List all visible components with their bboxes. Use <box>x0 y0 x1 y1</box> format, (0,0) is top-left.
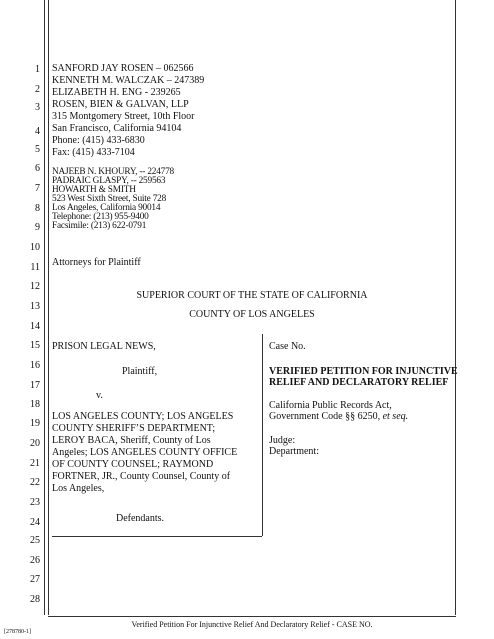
line-number: 1 <box>35 64 40 75</box>
defendant-line: Los Angeles, <box>52 483 105 494</box>
attorney-line: ELIZABETH H. ENG - 239265 <box>52 87 181 98</box>
line-number: 26 <box>30 555 40 566</box>
attorneys-for: Attorneys for Plaintiff <box>52 257 141 268</box>
attorney-line: San Francisco, California 94104 <box>52 123 182 134</box>
line-number: 28 <box>30 594 40 605</box>
line-number: 11 <box>30 262 40 273</box>
attorney-line: Los Angeles, California 90014 <box>52 203 161 213</box>
line-number: 16 <box>30 360 40 371</box>
line-number: 3 <box>35 102 40 113</box>
line-number: 23 <box>30 497 40 508</box>
footer-text: Verified Petition For Injunctive Relief And Declaratory Relief - CASE NO. <box>131 620 373 629</box>
defendant-line: COUNTY SHERIFF’S DEPARTMENT; <box>52 423 216 434</box>
court-name: SUPERIOR COURT OF THE STATE OF CALIFORNIA <box>136 290 368 301</box>
line-number: 24 <box>30 517 40 528</box>
versus: v. <box>96 390 103 401</box>
attorney-line: 315 Montgomery Street, 10th Floor <box>52 111 195 122</box>
line-number: 21 <box>30 458 40 469</box>
plaintiff-label: Plaintiff, <box>122 366 158 377</box>
line-number: 2 <box>35 84 40 95</box>
attorney-line: Telephone: (213) 955-9400 <box>52 212 149 222</box>
line-number: 19 <box>30 418 40 429</box>
attorney-line: 523 West Sixth Street, Suite 728 <box>52 194 167 204</box>
line-number: 18 <box>30 399 40 410</box>
line-number: 4 <box>35 126 40 137</box>
line-number: 20 <box>30 438 40 449</box>
attorney-line: Fax: (415) 433-7104 <box>52 147 135 158</box>
defendant-line: LOS ANGELES COUNTY; LOS ANGELES <box>52 411 234 422</box>
defendant-line: Angeles; LOS ANGELES COUNTY OFFICE <box>52 447 238 458</box>
statute-line: California Public Records Act, <box>269 400 392 411</box>
statute-line-2 <box>269 411 408 422</box>
line-number: 15 <box>30 340 40 351</box>
left-margin-rule-inner <box>48 0 49 615</box>
document-title-line: RELIEF AND DECLARATORY RELIEF <box>269 377 449 388</box>
caption-divider <box>262 334 263 536</box>
attorney-line: HOWARTH & SMITH <box>52 185 136 195</box>
line-number: 25 <box>30 535 40 546</box>
judge-field: Judge: <box>269 435 296 446</box>
line-number: 5 <box>35 144 40 155</box>
line-number: 12 <box>30 281 40 292</box>
document-title-line: VERIFIED PETITION FOR INJUNCTIVE <box>269 366 458 377</box>
line-number: 27 <box>30 574 40 585</box>
line-number: 14 <box>30 321 40 332</box>
attorney-line: ROSEN, BIEN & GALVAN, LLP <box>52 99 189 110</box>
attorney-line: SANFORD JAY ROSEN – 062566 <box>52 63 194 74</box>
court-county: COUNTY OF LOS ANGELES <box>189 309 315 320</box>
line-number: 9 <box>35 222 40 233</box>
attorney-line: Phone: (415) 433-6830 <box>52 135 145 146</box>
line-number: 22 <box>30 477 40 488</box>
department-field: Department: <box>269 446 319 457</box>
defendant-line: OF COUNTY COUNSEL; RAYMOND <box>52 459 214 470</box>
left-margin-rule-outer <box>44 0 45 615</box>
line-number: 7 <box>35 183 40 194</box>
right-margin-rule <box>455 0 456 615</box>
attorney-line: PADRAIC GLASPY, -- 259563 <box>52 176 166 186</box>
line-number: 17 <box>30 380 40 391</box>
document-id: [278780-1] <box>4 629 31 635</box>
line-number: 8 <box>35 203 40 214</box>
attorney-line: NAJEEB N. KHOURY, -- 224778 <box>52 167 175 177</box>
defendant-line: FORTNER, JR., County Counsel, County of <box>52 471 231 482</box>
line-number: 13 <box>30 301 40 312</box>
line-number: 6 <box>35 163 40 174</box>
statute-et-seq: et seq. <box>382 411 409 422</box>
statute-text: Government Code §§ 6250, <box>269 411 383 422</box>
defendants-label: Defendants. <box>116 513 165 524</box>
footer-rule <box>48 616 456 617</box>
defendant-line: LEROY BACA, Sheriff, County of Los <box>52 435 211 446</box>
case-number: Case No. <box>269 341 306 352</box>
line-number: 10 <box>30 242 40 253</box>
plaintiff-name: PRISON LEGAL NEWS, <box>52 341 156 352</box>
attorney-line: KENNETH M. WALCZAK – 247389 <box>52 75 205 86</box>
caption-bottom-rule <box>52 536 262 537</box>
attorney-line: Facsimile: (213) 622-0791 <box>52 221 147 231</box>
